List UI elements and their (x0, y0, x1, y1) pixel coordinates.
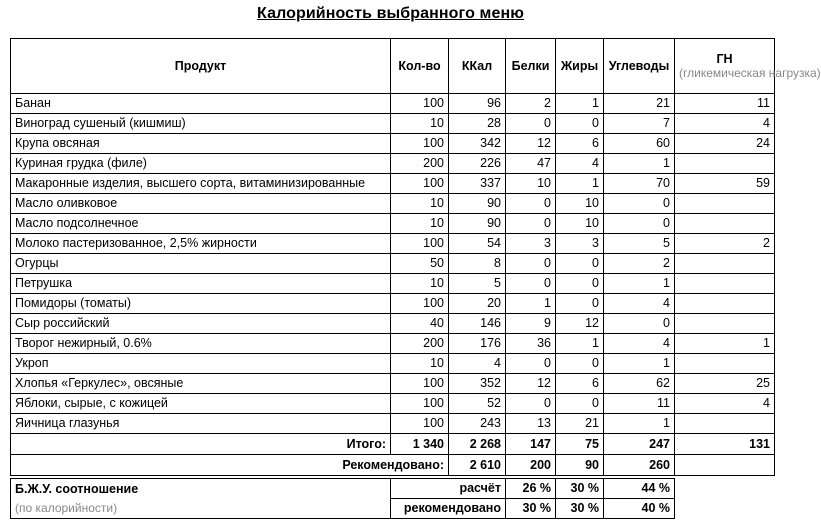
product-carbs: 62 (604, 374, 675, 394)
product-kcal: 226 (449, 154, 506, 174)
product-gl (675, 414, 775, 434)
product-gl (675, 194, 775, 214)
product-fat: 4 (556, 154, 604, 174)
product-protein: 12 (506, 134, 556, 154)
product-name: Помидоры (томаты) (11, 294, 391, 314)
product-name: Огурцы (11, 254, 391, 274)
bju-calc-fat: 30 % (556, 479, 604, 499)
product-protein: 47 (506, 154, 556, 174)
product-gl: 4 (675, 394, 775, 414)
table-row (11, 214, 775, 234)
product-kcal: 176 (449, 334, 506, 354)
table-row (11, 374, 775, 394)
product-protein: 0 (506, 274, 556, 294)
col-header-gl-subtitle: (гликемическая нагрузка) (679, 66, 821, 80)
product-name: Сыр российский (11, 314, 391, 334)
product-carbs: 1 (604, 414, 675, 434)
product-protein: 0 (506, 194, 556, 214)
product-gl (675, 314, 775, 334)
product-protein: 0 (506, 394, 556, 414)
table-row (11, 334, 775, 354)
table-row (11, 254, 775, 274)
product-carbs: 0 (604, 194, 675, 214)
total-kcal: 2 268 (449, 434, 506, 455)
product-kcal: 342 (449, 134, 506, 154)
product-name: Макаронные изделия, высшего сорта, витаминизированные (11, 174, 391, 194)
product-qty: 100 (391, 134, 449, 154)
product-gl (675, 354, 775, 374)
product-carbs: 4 (604, 294, 675, 314)
product-name: Масло подсолнечное (11, 214, 391, 234)
product-name: Банан (11, 94, 391, 114)
product-fat: 6 (556, 134, 604, 154)
product-kcal: 90 (449, 194, 506, 214)
product-protein: 3 (506, 234, 556, 254)
bju-rec-fat: 30 % (556, 499, 604, 519)
bju-calc-empty (675, 479, 775, 499)
product-gl: 11 (675, 94, 775, 114)
table-header-row (11, 39, 775, 94)
product-gl: 25 (675, 374, 775, 394)
product-qty: 100 (391, 294, 449, 314)
product-kcal: 352 (449, 374, 506, 394)
table-row (11, 414, 775, 434)
product-kcal: 54 (449, 234, 506, 254)
total-carbs: 247 (604, 434, 675, 455)
table-row (11, 274, 775, 294)
bju-calc-label: расчёт (391, 479, 506, 499)
product-kcal: 96 (449, 94, 506, 114)
product-qty: 100 (391, 394, 449, 414)
col-header-gl-title: ГН (716, 52, 733, 66)
bju-rec-empty (675, 499, 775, 519)
product-name: Хлопья «Геркулес», овсяные (11, 374, 391, 394)
product-qty: 200 (391, 334, 449, 354)
product-gl (675, 154, 775, 174)
bju-label-cell (11, 479, 391, 519)
bju-calc-row (11, 479, 775, 499)
bju-rec-label: рекомендовано (391, 499, 506, 519)
product-gl: 24 (675, 134, 775, 154)
product-qty: 10 (391, 114, 449, 134)
product-qty: 100 (391, 374, 449, 394)
product-protein: 13 (506, 414, 556, 434)
product-name: Яблоки, сырые, с кожицей (11, 394, 391, 414)
table-row (11, 194, 775, 214)
product-fat: 0 (556, 254, 604, 274)
product-carbs: 70 (604, 174, 675, 194)
product-qty: 100 (391, 414, 449, 434)
product-fat: 21 (556, 414, 604, 434)
product-qty: 10 (391, 194, 449, 214)
product-protein: 0 (506, 354, 556, 374)
table-row (11, 394, 775, 414)
product-kcal: 146 (449, 314, 506, 334)
product-kcal: 28 (449, 114, 506, 134)
product-name: Укроп (11, 354, 391, 374)
product-fat: 6 (556, 374, 604, 394)
table-row (11, 114, 775, 134)
product-protein: 1 (506, 294, 556, 314)
product-qty: 100 (391, 234, 449, 254)
recommended-protein: 200 (506, 455, 556, 476)
product-kcal: 337 (449, 174, 506, 194)
product-name: Молоко пастеризованное, 2,5% жирности (11, 234, 391, 254)
table-row (11, 354, 775, 374)
product-name: Масло оливковое (11, 194, 391, 214)
product-kcal: 5 (449, 274, 506, 294)
product-qty: 50 (391, 254, 449, 274)
table-row (11, 174, 775, 194)
product-name: Петрушка (11, 274, 391, 294)
bju-rec-protein: 30 % (506, 499, 556, 519)
total-label: Итого: (11, 434, 391, 455)
product-protein: 0 (506, 254, 556, 274)
product-fat: 12 (556, 314, 604, 334)
calorie-table (10, 38, 821, 519)
bju-calc-carbs: 44 % (604, 479, 675, 499)
product-gl (675, 254, 775, 274)
product-carbs: 21 (604, 94, 675, 114)
product-qty: 100 (391, 174, 449, 194)
product-fat: 1 (556, 334, 604, 354)
product-gl: 2 (675, 234, 775, 254)
product-gl: 59 (675, 174, 775, 194)
col-header-fat: Жиры (556, 39, 604, 94)
product-kcal: 243 (449, 414, 506, 434)
product-fat: 0 (556, 394, 604, 414)
col-header-gl (675, 39, 821, 94)
product-qty: 10 (391, 274, 449, 294)
product-kcal: 52 (449, 394, 506, 414)
product-carbs: 2 (604, 254, 675, 274)
product-fat: 1 (556, 94, 604, 114)
product-qty: 10 (391, 354, 449, 374)
product-gl (675, 214, 775, 234)
product-qty: 40 (391, 314, 449, 334)
product-kcal: 4 (449, 354, 506, 374)
product-gl: 4 (675, 114, 775, 134)
page-title: Калорийность выбранного меню (257, 5, 524, 22)
table-row (11, 94, 775, 114)
product-carbs: 1 (604, 274, 675, 294)
product-protein: 2 (506, 94, 556, 114)
table-row (11, 134, 775, 154)
product-carbs: 11 (604, 394, 675, 414)
product-protein: 0 (506, 114, 556, 134)
product-gl (675, 274, 775, 294)
product-kcal: 90 (449, 214, 506, 234)
product-fat: 0 (556, 294, 604, 314)
product-protein: 0 (506, 214, 556, 234)
product-fat: 1 (556, 174, 604, 194)
product-protein: 12 (506, 374, 556, 394)
product-name: Крупа овсяная (11, 134, 391, 154)
total-protein: 147 (506, 434, 556, 455)
total-fat: 75 (556, 434, 604, 455)
total-gl: 131 (675, 434, 775, 455)
product-kcal: 8 (449, 254, 506, 274)
total-qty: 1 340 (391, 434, 449, 455)
col-header-protein: Белки (506, 39, 556, 94)
product-carbs: 5 (604, 234, 675, 254)
product-carbs: 4 (604, 334, 675, 354)
product-carbs: 0 (604, 314, 675, 334)
col-header-kcal: ККал (449, 39, 506, 94)
product-carbs: 7 (604, 114, 675, 134)
product-name: Яичница глазунья (11, 414, 391, 434)
product-fat: 0 (556, 114, 604, 134)
product-carbs: 1 (604, 354, 675, 374)
product-carbs: 60 (604, 134, 675, 154)
col-header-product: Продукт (11, 39, 391, 94)
product-protein: 10 (506, 174, 556, 194)
product-carbs: 0 (604, 214, 675, 234)
bju-rec-carbs: 40 % (604, 499, 675, 519)
product-name: Творог нежирный, 0.6% (11, 334, 391, 354)
recommended-carbs: 260 (604, 455, 675, 476)
product-carbs: 1 (604, 154, 675, 174)
recommended-gl-empty (675, 455, 775, 476)
recommended-label: Рекомендовано: (11, 455, 449, 476)
product-gl (675, 294, 775, 314)
product-fat: 10 (556, 194, 604, 214)
recommended-row (11, 455, 775, 476)
product-qty: 10 (391, 214, 449, 234)
product-qty: 200 (391, 154, 449, 174)
product-qty: 100 (391, 94, 449, 114)
col-header-carbs: Углеводы (604, 39, 675, 94)
product-name: Куриная грудка (филе) (11, 154, 391, 174)
recommended-fat: 90 (556, 455, 604, 476)
table-row (11, 314, 775, 334)
product-gl: 1 (675, 334, 775, 354)
product-fat: 10 (556, 214, 604, 234)
table-row (11, 154, 775, 174)
product-fat: 3 (556, 234, 604, 254)
col-header-qty: Кол-во (391, 39, 449, 94)
bju-sublabel: (по калорийности) (15, 500, 118, 515)
product-name: Виноград сушеный (кишмиш) (11, 114, 391, 134)
product-protein: 9 (506, 314, 556, 334)
product-fat: 0 (556, 354, 604, 374)
product-fat: 0 (556, 274, 604, 294)
total-row (11, 434, 775, 455)
bju-calc-protein: 26 % (506, 479, 556, 499)
bju-label: Б.Ж.У. соотношение (15, 481, 139, 496)
table-row (11, 234, 775, 254)
product-kcal: 20 (449, 294, 506, 314)
recommended-kcal: 2 610 (449, 455, 506, 476)
product-protein: 36 (506, 334, 556, 354)
table-row (11, 294, 775, 314)
